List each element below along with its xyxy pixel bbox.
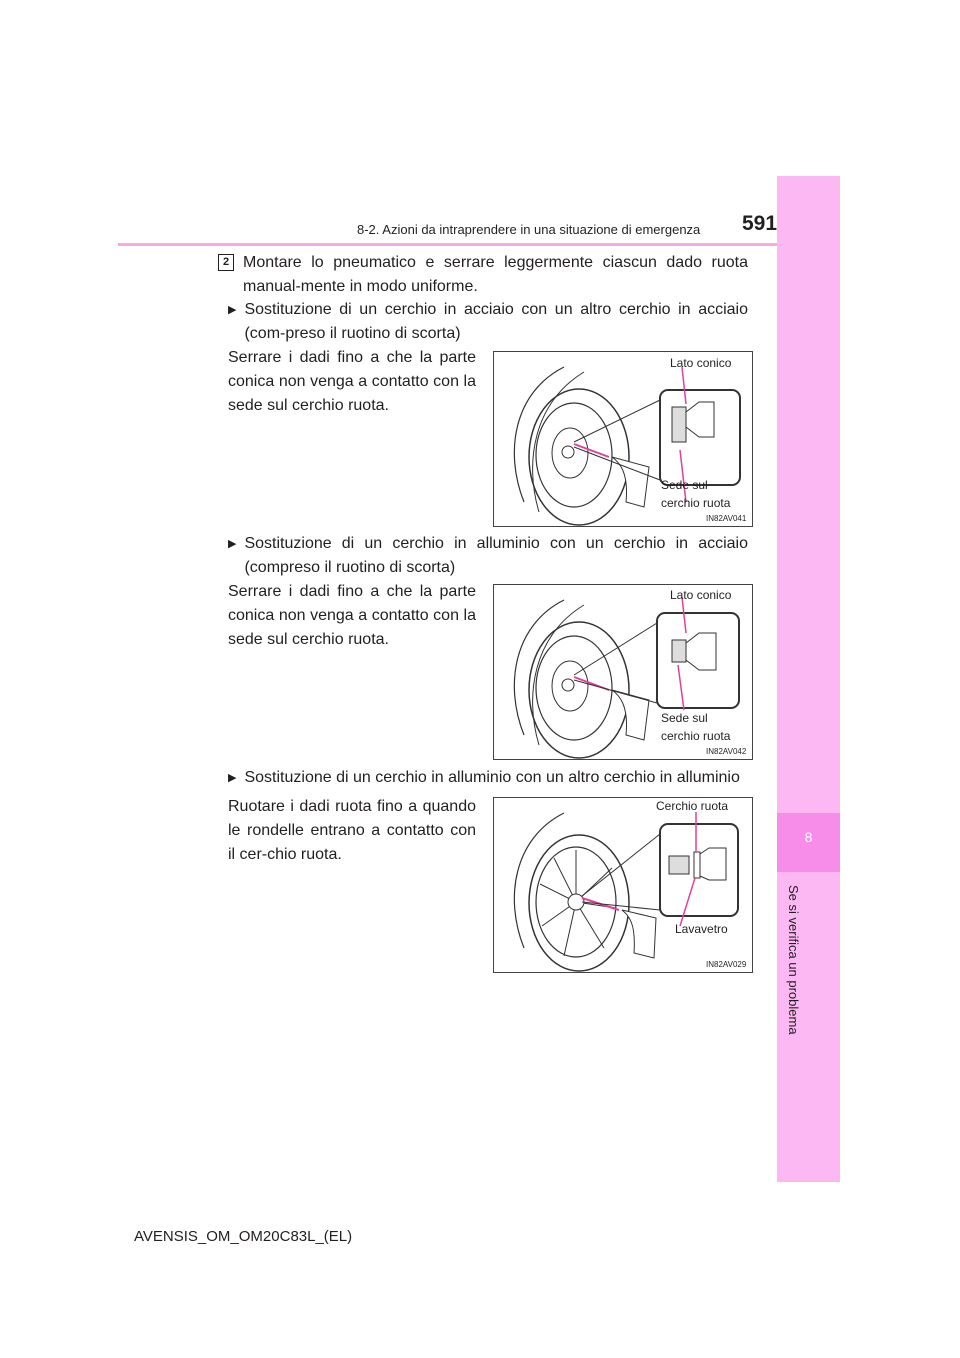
instruction-text: Serrare i dadi fino a che la parte conica non venga a contatto con la sede sul cerchio ruota. (228, 583, 476, 648)
label-wheel-seat-line2: cerchio ruota (661, 496, 731, 510)
header-divider (118, 243, 840, 246)
label-wheel-seat-line1: Sede sul (661, 478, 708, 492)
bullet-arrow-icon: ▶ (228, 538, 237, 550)
bullet-text: Sostituzione di un cerchio in alluminio con un altro cerchio in alluminio (244, 769, 740, 786)
label-washer: Lavavetro (675, 922, 728, 936)
instruction-text: Ruotare i dadi ruota fino a quando le rondelle entrano a contatto con il cer-chio ruota. (228, 798, 476, 863)
figure-code: IN82AV029 (706, 960, 747, 969)
document-code: AVENSIS_OM_OM20C83L_(EL) (134, 1228, 353, 1245)
figure-alloy-to-alloy (493, 797, 753, 973)
bullet-arrow-icon: ▶ (228, 772, 237, 784)
figure-alloy-to-steel (493, 584, 753, 760)
bullet-text: Sostituzione di un cerchio in alluminio con un cerchio in acciaio (compreso il ruotino di scorta) (244, 535, 748, 576)
chapter-title: Se si verifica un problema (786, 885, 801, 1035)
step-number-badge: 2 (218, 254, 234, 271)
section-title: 8-2. Azioni da intraprendere in una situazione di emergenza (357, 222, 701, 237)
bullet-text: Sostituzione di un cerchio in acciaio con un altro cerchio in acciaio (com-preso il ruotino di scorta) (244, 301, 748, 342)
bullet-steel-to-steel (228, 298, 748, 346)
chapter-number: 8 (804, 829, 813, 845)
figure-steel-to-steel (493, 351, 753, 527)
instruction-text: Serrare i dadi fino a che la parte conica non venga a contatto con la sede sul cerchio ruota. (228, 349, 476, 414)
bullet-alloy-to-alloy (228, 766, 748, 790)
label-tapered-side: Lato conico (670, 588, 732, 602)
label-wheel-rim: Cerchio ruota (656, 799, 729, 813)
bullet-arrow-icon: ▶ (228, 304, 237, 316)
step-instruction: Montare lo pneumatico e serrare leggermente ciascun dado ruota manual-mente in modo uniforme. (243, 254, 748, 295)
figure-code: IN82AV041 (706, 514, 747, 523)
bullet-alloy-to-steel (228, 532, 748, 580)
label-tapered-side: Lato conico (670, 356, 732, 370)
label-wheel-seat-line1: Sede sul (661, 711, 708, 725)
label-wheel-seat-line2: cerchio ruota (661, 729, 731, 743)
figure-code: IN82AV042 (706, 747, 747, 756)
page-number: 591 (742, 212, 778, 235)
